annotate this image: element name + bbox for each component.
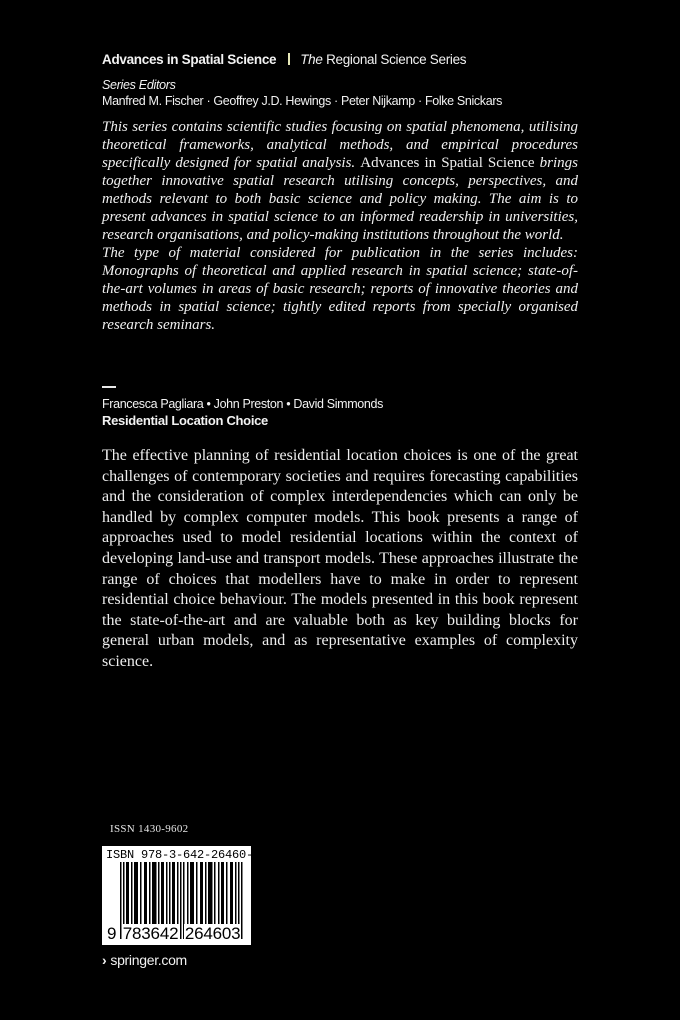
springer-link[interactable] bbox=[102, 952, 187, 968]
isbn-barcode bbox=[102, 846, 261, 945]
book-blurb: The effective planning of residential location choices is one of the great challenges of contemporary societies and requires forecasting capabilities and the consideration of complex interdependencies which can only be handled by complex computer models. This book presents a range of approaches used to model residential locations within the context of developing land-use and transport models. These approaches illustrate the range of choices that modellers have to make in order to represent residential choice behaviour. The models presented in this book represent the state-of-the-art and are valuable both as key building blocks for general urban models, and as representative examples of complexity science. bbox=[102, 447, 578, 670]
desc-text: This series contains scientific studies focusing on spatial phenomena, utilising theoretical frameworks, analytical methods, and empirical procedures specifically designed for spatial analysis. bbox=[102, 119, 578, 171]
issn: ISSN 1430-9602 bbox=[110, 823, 189, 835]
desc-text: brings together innovative spatial research utilising concepts, perspectives, and methods relevant to both basic science and policy making. The aim is to present advances in spatial science to an informed readership in universities, research organisations, and policy-making institutions throughout the world. bbox=[102, 155, 578, 243]
series-name: Advances in Spatial Science bbox=[102, 52, 277, 67]
series-header bbox=[102, 52, 466, 67]
section-divider-dash bbox=[102, 386, 116, 388]
series-subtitle: Regional Science Series bbox=[326, 52, 467, 67]
ean-group-2: 264603 bbox=[184, 924, 241, 943]
separator-bar bbox=[288, 53, 290, 65]
book-title: Residential Location Choice bbox=[102, 413, 268, 428]
series-editors-label: Series Editors bbox=[102, 78, 176, 92]
book-authors: Francesca Pagliara • John Preston • David Simmonds bbox=[102, 397, 383, 411]
ean-digits bbox=[106, 924, 241, 944]
series-editors-names: Manfred M. Fischer · Geoffrey J.D. Hewings · Peter Nijkamp · Folke Snickars bbox=[102, 94, 503, 108]
ean-group-1: 783642 bbox=[122, 924, 179, 943]
springer-link-text[interactable]: springer.com bbox=[110, 952, 187, 968]
series-subtitle-article: The bbox=[300, 52, 323, 67]
series-description-p2: The type of material considered for publication in the series includes: Monographs of theoretical and applied research in spatial science; state-of-the-art volumes in areas of basic research; reports of innovative theories and methods in spatial science; tightly edited reports from specially organised research seminars. bbox=[102, 245, 578, 333]
series-description-p1 bbox=[102, 118, 578, 244]
ean-first-digit: 9 bbox=[107, 924, 117, 943]
series-description bbox=[102, 118, 578, 334]
isbn-text: ISBN 978-3-642-26460-3 bbox=[106, 848, 261, 862]
chevron-right-icon: › bbox=[102, 952, 107, 968]
desc-series-name: Advances in Spatial Science bbox=[360, 155, 535, 171]
